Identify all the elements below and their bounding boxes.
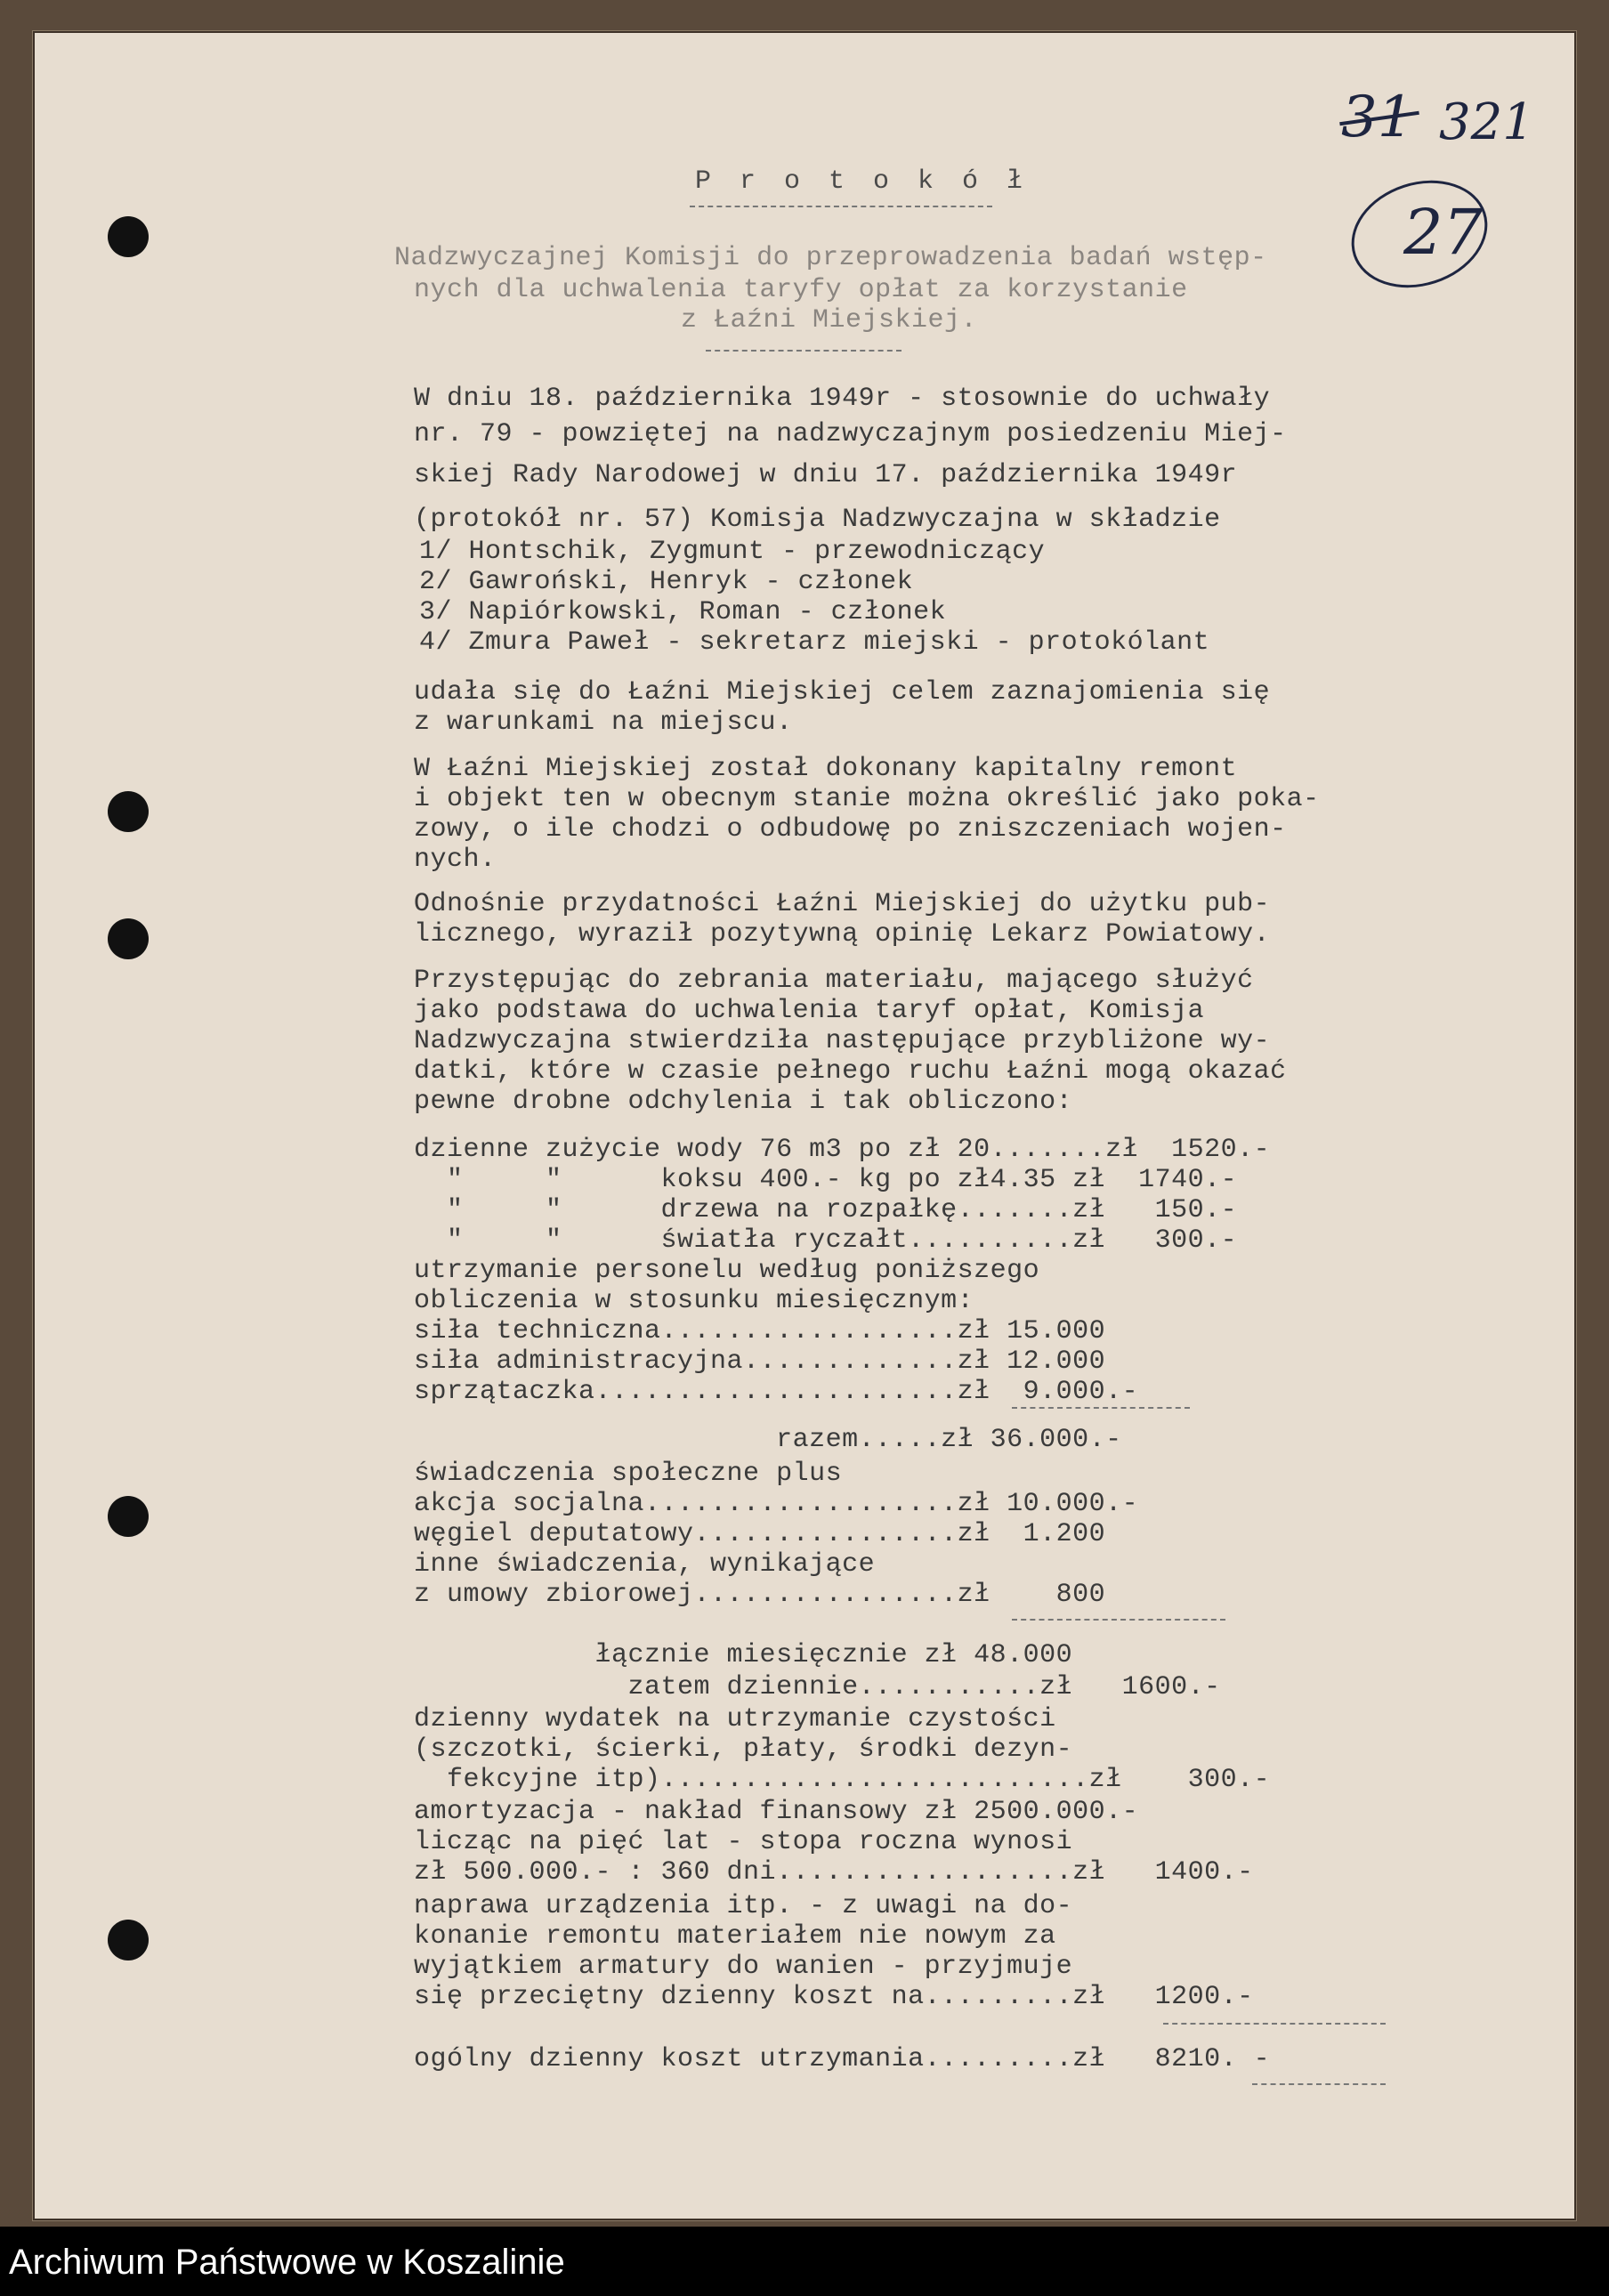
punch-hole (108, 216, 149, 257)
text-line: (protokół nr. 57) Komisja Nadzwyczajna w składzie (414, 505, 1221, 535)
cost-line: łącznie miesięcznie zł 48.000 (414, 1640, 1073, 1670)
cost-line: zł 500.000.- : 360 dni..................zł 1400.- (414, 1857, 1254, 1888)
cost-line: inne świadczenia, wynikające (414, 1549, 876, 1580)
total-line: ogólny dzienny koszt utrzymania.........zł 8210. - (414, 2044, 1271, 2074)
page-number-new: 321 (1439, 93, 1534, 151)
cost-line: węgiel deputatowy................zł 1.200 (414, 1519, 1106, 1549)
text-line: udała się do Łaźni Miejskiej celem zaznajomienia się (414, 677, 1271, 707)
title-underline (690, 206, 992, 207)
cost-line: naprawa urządzenia itp. - z uwagi na do- (414, 1891, 1073, 1921)
text-line: W dniu 18. października 1949r - stosownie do uchwały (414, 384, 1271, 414)
cost-line: akcja socjalna...................zł 10.000.- (414, 1489, 1139, 1519)
total-underline (1252, 2083, 1386, 2085)
punch-hole (108, 791, 149, 832)
text-line: W Łaźni Miejskiej został dokonany kapitalny remont (414, 754, 1238, 784)
sum-rule (1012, 1619, 1225, 1621)
text-line: jako podstawa do uchwalenia taryf opłat, Komisja (414, 996, 1205, 1026)
punch-hole (108, 1496, 149, 1537)
text-line: licznego, wyraził pozytywną opinię Lekarz Powiatowy. (414, 919, 1271, 950)
member-line: 3/ Napiórkowski, Roman - członek (419, 597, 947, 627)
text-line: z warunkami na miejscu. (414, 707, 793, 738)
cost-line: siła administracyjna.............zł 12.000 (414, 1346, 1106, 1377)
archive-name: Archiwum Państwowe w Koszalinie (9, 2243, 565, 2282)
cost-line: siła techniczna..................zł 15.000 (414, 1316, 1106, 1346)
cost-line: zatem dziennie...........zł 1600.- (414, 1672, 1221, 1702)
cost-line: amortyzacja - nakład finansowy zł 2500.000.- (414, 1797, 1139, 1827)
cost-line: (szczotki, ścierki, płaty, środki dezyn- (414, 1734, 1073, 1765)
cost-line: konanie remontu materiałem nie nowym za (414, 1921, 1056, 1952)
sum-rule (1163, 2023, 1386, 2025)
punch-hole (108, 918, 149, 959)
cost-line: dzienny wydatek na utrzymanie czystości (414, 1704, 1056, 1734)
text-line: Odnośnie przydatności Łaźni Miejskiej do użytku pub- (414, 889, 1271, 919)
text-line: zowy, o ile chodzi o odbudowę po zniszczeniach wojen- (414, 814, 1287, 845)
cost-line: obliczenia w stosunku miesięcznym: (414, 1286, 974, 1316)
text-line: datki, które w czasie pełnego ruchu Łaźni mogą okazać (414, 1056, 1287, 1087)
document-title: P r o t o k ó ł (695, 166, 1030, 197)
text-line: i objekt ten w obecnym stanie można określić jako poka- (414, 784, 1320, 814)
cost-line: razem.....zł 36.000.- (414, 1425, 1122, 1455)
circle-mark (1338, 164, 1501, 305)
cost-line: " " koksu 400.- kg po zł4.35 zł 1740.- (414, 1165, 1238, 1195)
cost-line: licząc na pięć lat - stopa roczna wynosi (414, 1827, 1073, 1857)
text-line: Nadzwyczajna stwierdziła następujące przybliżone wy- (414, 1026, 1271, 1056)
heading-underline (706, 350, 902, 352)
cost-line: z umowy zbiorowej................zł 800 (414, 1580, 1106, 1610)
text-line: pewne drobne odchylenia i tak obliczono: (414, 1087, 1073, 1117)
heading-line: Nadzwyczajnej Komisji do przeprowadzenia badań wstęp- (394, 243, 1267, 273)
cost-line: fekcyjne itp)..........................zł 300.- (414, 1765, 1271, 1795)
text-line: skiej Rady Narodowej w dniu 17. października 1949r (414, 460, 1238, 490)
cost-line: sprzątaczka......................zł 9.000.- (414, 1377, 1139, 1407)
document-page (32, 30, 1577, 2221)
cost-line: " " drzewa na rozpałkę.......zł 150.- (414, 1195, 1238, 1225)
cost-line: się przeciętny dzienny koszt na.........zł 1200.- (414, 1982, 1254, 2012)
archive-footer (0, 2227, 1609, 2296)
text-line: Przystępując do zebrania materiału, mającego służyć (414, 966, 1254, 996)
member-line: 1/ Hontschik, Zygmunt - przewodniczący (419, 537, 1046, 567)
page-number-circled: 27 (1403, 196, 1484, 269)
text-line: nr. 79 - powziętej na nadzwyczajnym posiedzeniu Miej- (414, 419, 1287, 449)
sum-rule (1012, 1407, 1190, 1409)
heading-line: nych dla uchwalenia taryfy opłat za korzystanie (414, 275, 1188, 305)
member-line: 4/ Zmura Paweł - sekretarz miejski - protokólant (419, 627, 1210, 658)
punch-hole (108, 1920, 149, 1960)
cost-line: " " światła ryczałt..........zł 300.- (414, 1225, 1238, 1256)
cost-line: utrzymanie personelu według poniższego (414, 1256, 1040, 1286)
page-number-old: 31 (1341, 85, 1414, 150)
cost-line: świadczenia społeczne plus (414, 1459, 843, 1489)
cost-line: dzienne zużycie wody 76 m3 po zł 20.......zł 1520.- (414, 1135, 1271, 1165)
cost-line: wyjątkiem armatury do wanien - przyjmuje (414, 1952, 1073, 1982)
text-line: nych. (414, 845, 497, 875)
member-line: 2/ Gawroński, Henryk - członek (419, 567, 914, 597)
heading-line: z Łaźni Miejskiej. (681, 305, 978, 336)
